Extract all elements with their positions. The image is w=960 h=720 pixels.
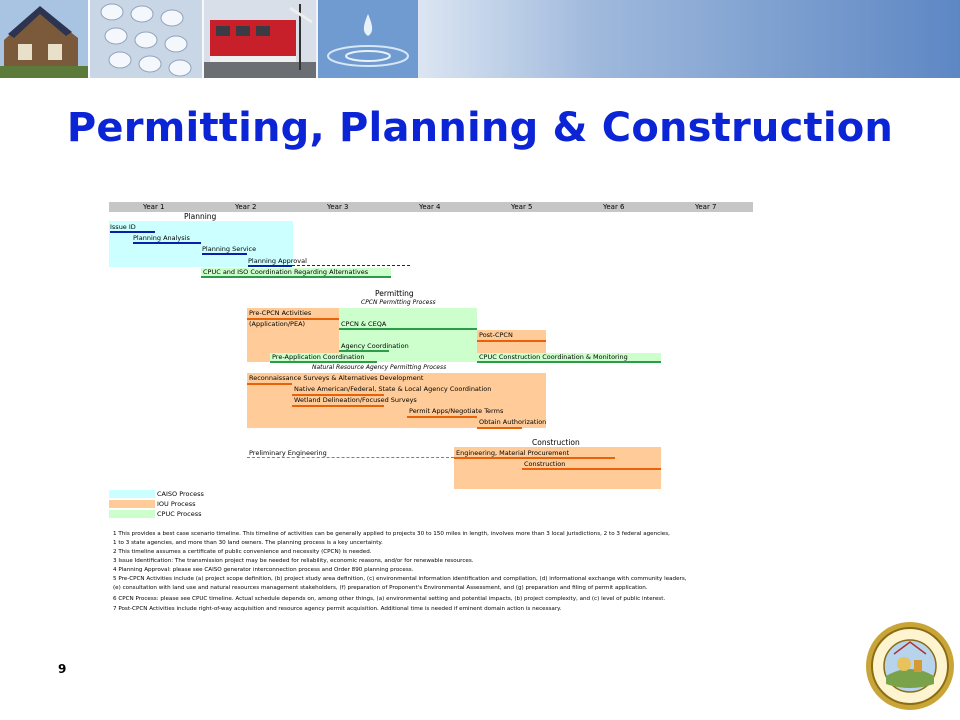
task-agency-coord: Agency Coordination (341, 342, 409, 350)
task-cpuc-iso: CPUC and ISO Coordination Regarding Alternatives (203, 268, 369, 276)
house-solar-photo (0, 0, 88, 78)
task-bar (339, 350, 389, 352)
task-eng-material: Engineering, Material Procurement (456, 449, 570, 457)
task-permit-apps: Permit Apps/Negotiate Terms (409, 407, 504, 415)
task-cpuc-construction: CPUC Construction Coordination & Monitoring (479, 353, 628, 361)
task-bar (477, 427, 522, 429)
page-title: Permitting, Planning & Construction (66, 105, 894, 151)
task-pre-cpcn: Pre-CPCN Activities (249, 309, 312, 317)
year-label: Year 6 (603, 203, 625, 211)
legend-caiso: CAISO Process (157, 490, 204, 498)
legend-swatch-iou (109, 500, 155, 508)
section-permitting: Permitting (375, 289, 414, 298)
task-bar (477, 361, 661, 363)
task-planning-service: Planning Service (202, 245, 257, 253)
cpuc-seal-logo (864, 620, 956, 712)
subsection-natural-resource: Natural Resource Agency Permitting Process (312, 364, 447, 371)
header-banner (0, 0, 960, 78)
task-bar (270, 361, 377, 363)
footnote: 5 Pre-CPCN Activities include (a) project scope definition, (b) project study area definition, (c) environmental information identification and compilation, (d) informational exchange with community leaders, (113, 576, 687, 582)
task-bar (247, 383, 292, 385)
task-construction: Construction (524, 460, 566, 468)
task-prelim-eng: Preliminary Engineering (249, 449, 327, 457)
task-bar-dashed (292, 265, 410, 266)
footnote: 2 This timeline assumes a certificate of public convenience and necessity (CPCN) is needed. (113, 549, 372, 555)
task-pre-app-coord: Pre-Application Coordination (272, 353, 365, 361)
task-bar (477, 340, 546, 342)
year-label: Year 5 (511, 203, 533, 211)
task-native: Native American/Federal, State & Local Agency Coordination (294, 385, 492, 393)
task-planning-analysis: Planning Analysis (133, 234, 190, 242)
task-bar (248, 265, 292, 267)
task-planning-approval: Planning Approval (248, 257, 307, 265)
footnote: (e) consultation with land use and natural resources management stakeholders, (f) preparation of Proponent's Environmental Assessment, and (g) preparation and filing of permit application. (113, 585, 648, 591)
section-construction: Construction (532, 438, 580, 447)
task-pre-cpcn-app: (Application/PEA) (249, 320, 306, 328)
footnote: 4 Planning Approval: please see CAISO generator interconnection process and Order 890 planning process. (113, 567, 414, 573)
task-cpcn-ceqa: CPCN & CEQA (341, 320, 387, 328)
task-post-cpcn: Post-CPCN (479, 331, 513, 339)
task-bar (339, 328, 477, 330)
task-bar (133, 242, 201, 244)
year-header (109, 202, 753, 212)
task-bar (202, 253, 247, 255)
footnote: 6 CPCN Process: please see CPUC timeline. Actual schedule depends on, among other things, (a) environmental setting and potential impacts, (b) project complexity, and (c) level of public interest. (113, 596, 666, 602)
legend-swatch-caiso (109, 490, 155, 498)
task-issue-id: Issue ID (110, 223, 136, 231)
section-planning: Planning (184, 212, 217, 221)
task-bar (110, 231, 155, 233)
year-label: Year 2 (235, 203, 257, 211)
footnote: 1 This provides a best case scenario timeline. This timeline of activities can be generally applied to projects 30 to 150 miles in length, involves more than 3 local jurisdictions, 2 to 3 federal agencies, (113, 531, 670, 537)
year-label: Year 7 (695, 203, 717, 211)
task-recon: Reconnaissance Surveys & Alternatives Development (249, 374, 424, 382)
page-number: 9 (58, 662, 67, 676)
legend-swatch-cpuc (109, 510, 155, 518)
footnote: 7 Post-CPCN Activities include right-of-way acquisition and resource agency permit acquisition. Additional time is needed if eminent domain action is necessary. (113, 606, 562, 612)
footnote: 1 to 3 state agencies, and more than 30 land owners. The planning process is a key uncertainty. (113, 540, 383, 546)
legend-iou: IOU Process (157, 500, 196, 508)
task-bar (407, 416, 477, 418)
task-obtain-auth: Obtain Authorization (479, 418, 547, 426)
water-drop-photo (318, 0, 418, 78)
subsection-cpcn: CPCN Permitting Process (361, 299, 436, 306)
train-photo (204, 0, 316, 78)
phone-keypad-photo (90, 0, 202, 78)
legend-cpuc: CPUC Process (157, 510, 202, 518)
year-label: Year 1 (143, 203, 165, 211)
task-bar (292, 405, 384, 407)
year-label: Year 4 (419, 203, 441, 211)
task-bar (522, 468, 661, 470)
caiso-planning-block (109, 255, 199, 267)
task-bar (201, 276, 391, 278)
footnote: 3 Issue Identification: The transmission project may be needed for reliability, economic reasons, and/or for renewable resources. (113, 558, 474, 564)
task-wetland: Wetland Delineation/Focused Surveys (294, 396, 417, 404)
task-bar (454, 457, 615, 459)
task-bar-dashed (247, 457, 454, 458)
year-label: Year 3 (327, 203, 349, 211)
